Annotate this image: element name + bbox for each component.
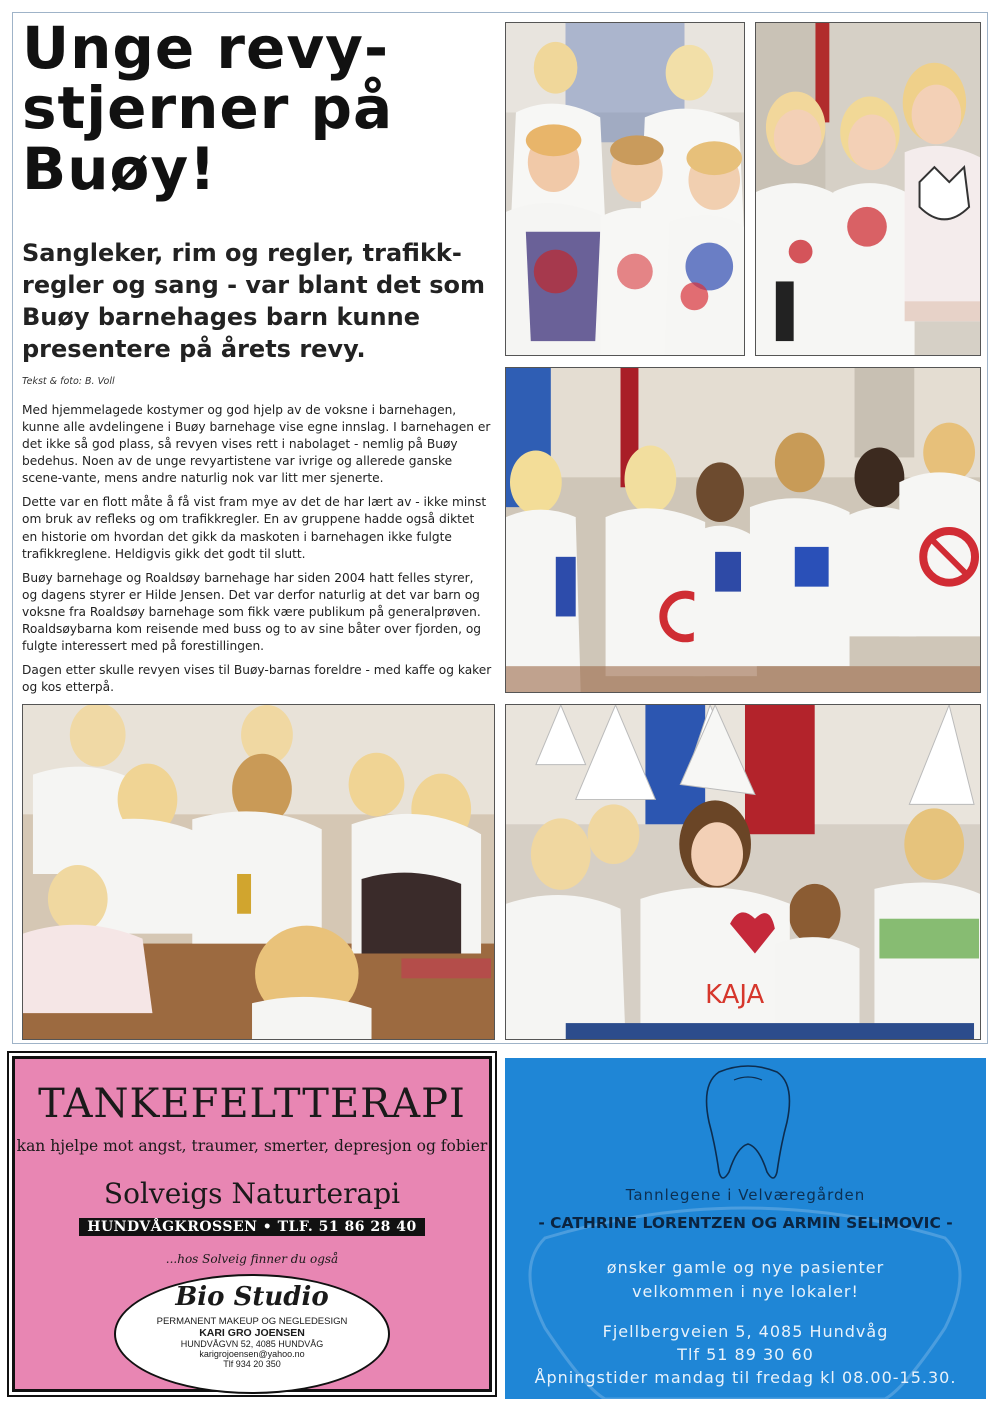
ad-dentist-phone: Tlf 51 89 30 60	[677, 1345, 814, 1365]
article-paragraph: Buøy barnehage og Roaldsøy barnehage har siden 2004 hatt felles styrer, og dagens styrer er Hilde Jensen. Det var derfor naturlig at det var barn og voksne fra Roaldsøy barnehage som fikk være publikum på generalprøven. Roaldsøybarna kom reisende med buss og to av sine båter over fjorden, og fulgte interessert med på forestillingen.	[22, 570, 482, 654]
ad-dentist-names: - CATHRINE LORENTZEN OG ARMIN SELIMOVIC -	[538, 1214, 953, 1232]
photo-children-paper-hats	[505, 704, 981, 1040]
ad-dentist-welcome-line: velkommen i nye lokaler!	[632, 1282, 859, 1301]
bio-studio-phone: Tlf 934 20 350	[223, 1359, 281, 1369]
ad-therapy-business: Solveigs Naturterapi	[103, 1177, 401, 1210]
ad-therapy-title: TANKEFELTTERAPI	[38, 1081, 466, 1127]
article-paragraph: Dagen etter skulle revyen vises til Buøy-barnas foreldre - med kaffe og kaker og kos etterpå.	[22, 663, 492, 695]
article-headline: Unge revy-stjerner på Buøy!	[22, 14, 394, 203]
bio-studio-logo	[114, 1274, 390, 1394]
bio-studio-email: karigrojoensen@yahoo.no	[199, 1349, 305, 1359]
ad-therapy-also: ...hos Solveig finner du også	[165, 1252, 339, 1266]
bio-studio-address: HUNDVÅGVN 52, 4085 HUNDVÅG	[180, 1339, 324, 1349]
ad-tankefeltterapi	[12, 1056, 492, 1392]
ad-therapy-subtitle: kan hjelpe mot angst, traumer, smerter, depresjon og fobier	[16, 1137, 488, 1155]
photo-children-seated-audience	[22, 704, 495, 1040]
ad-dentist	[505, 1058, 986, 1399]
article-lede: Sangleker, rim og regler, trafikk-regler og sang - var blant det som Buøy barnehages barn kunne presentere på årets revy.	[22, 239, 486, 363]
article-paragraph: Dette var en flott måte å få vist fram mye av det de har lært av - ikke minst om bruk av refleks og om trafikkregler. En av gruppene hadde også diktet en historie om hvordan det gikk da maskoten i barnehagen ikke fulgte trafikkreglene. Heldigvis gikk det godt til slutt.	[22, 495, 487, 561]
article-paragraph: Med hjemmelagede kostymer og god hjelp av de voksne i barnehagen, kunne alle avdelingene i Buøy barnehage vise egne innslag. I barnehagen er det ikke så god plass, så revyen vises rett i nabolaget - nemlig på Buøy bedehus. Noen av de unge revyartistene var ivrige og allerede ganske scene-vante, mens andre naturlig nok var litt mer sjenerte.	[22, 403, 491, 486]
ad-dentist-address: Fjellbergveien 5, 4085 Hundvåg	[602, 1322, 889, 1341]
ad-dentist-welcome-line: ønsker gamle og nye pasienter	[606, 1258, 885, 1277]
ad-therapy-address-bar: HUNDVÅGKROSSEN • TLF. 51 86 28 40	[79, 1218, 424, 1236]
ad-dentist-welcome	[505, 1256, 986, 1304]
bio-studio-owner: KARI GRO JOENSEN	[199, 1327, 305, 1339]
tooth-icon	[699, 1062, 797, 1188]
article-body	[22, 402, 492, 703]
photo-children-painted-shirts	[505, 22, 745, 356]
photo-girls-cat-shirt	[755, 22, 981, 356]
bio-studio-service: PERMANENT MAKEUP OG NEGLEDESIGN	[156, 1316, 348, 1327]
ad-dentist-hours: Åpningstider mandag til fredag kl 08.00-15.30.	[534, 1368, 957, 1388]
bio-studio-name: Bio Studio	[175, 1282, 329, 1312]
article-byline: Tekst & foto: B. Voll	[22, 376, 115, 387]
ad-dentist-clinic: Tannlegene i Velværegården	[625, 1186, 866, 1204]
svg-text:KAJA: KAJA	[705, 980, 765, 1011]
photo-children-traffic-shirts	[505, 367, 981, 693]
ad-dentist-contact	[505, 1320, 986, 1390]
